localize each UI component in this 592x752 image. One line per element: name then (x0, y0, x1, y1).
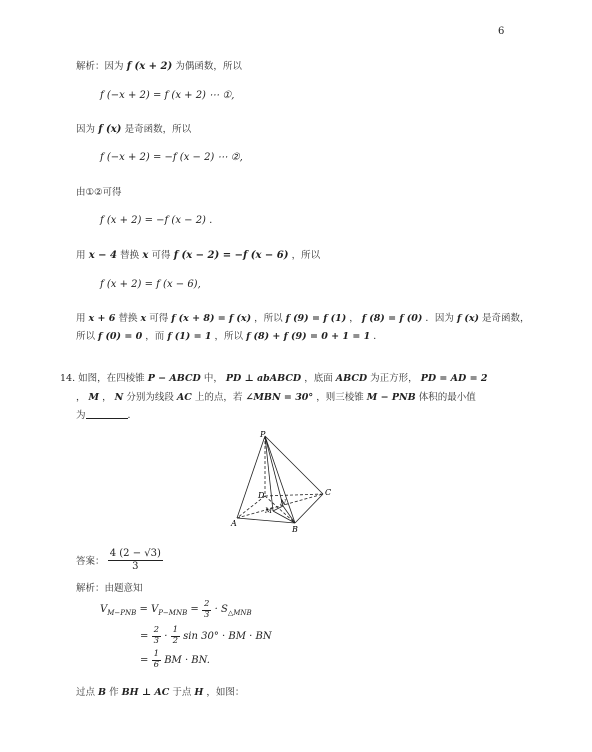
math: f (8) = f (0) (361, 313, 423, 324)
math: f (1) = 1 (167, 331, 212, 342)
text: ，则三棱锥 (316, 392, 364, 403)
text: 所以 (76, 331, 96, 342)
math: f (x − 2) = −f (x − 6) (173, 250, 289, 261)
text: 替换 (118, 313, 138, 324)
text: ， (349, 313, 359, 324)
numerator-coef: 4 (109, 548, 117, 559)
math: PD = AD = 2 (420, 373, 488, 384)
text: ． (127, 410, 138, 421)
edge-PC (265, 436, 323, 494)
text: △MNB (227, 608, 252, 617)
text: BM · BN. (164, 654, 210, 666)
problem-14-line-2 (76, 389, 476, 403)
text: ， (76, 392, 86, 403)
text: 用 (76, 313, 86, 324)
math: f (9) = f (1) (285, 313, 347, 324)
answer-fraction (108, 548, 163, 572)
text: M−PNB (107, 608, 137, 617)
analysis-line-5 (76, 310, 530, 324)
label-C: C (325, 488, 332, 497)
fraction-1-2: $\frac{1}{2}$ (172, 625, 178, 646)
analysis-line-6 (76, 328, 383, 342)
math: BH ⊥ AC (121, 687, 170, 698)
text: 体积的最小值 (418, 392, 476, 403)
answer-label: 答案： (76, 556, 105, 567)
text: 是奇函数， (482, 313, 530, 324)
text: = V (139, 603, 159, 615)
answer-blank[interactable] (86, 408, 128, 419)
text: 可得 (151, 250, 171, 261)
text: ，所以 (214, 331, 244, 342)
math: x − 4 (88, 250, 117, 261)
analysis-line-4 (76, 247, 320, 261)
analysis-line-1 (76, 58, 242, 72)
text: 是奇函数，所以 (124, 124, 192, 135)
edge-PA (237, 436, 265, 518)
text: 分别为线段 (126, 392, 174, 403)
text: 于点 (172, 687, 192, 698)
edge-DC (265, 494, 323, 496)
label-M: M (265, 507, 273, 515)
segment-BN (283, 506, 295, 523)
text: 为偶函数，所以 (175, 61, 242, 72)
math: f (x + 8) = f (x) (171, 313, 252, 324)
math: B (98, 687, 107, 698)
label-N: N (280, 499, 287, 507)
math: M (88, 392, 100, 403)
text: 因为 (76, 124, 96, 135)
text: · (164, 630, 168, 642)
math: M − PNB (366, 392, 416, 403)
text: ，所以 (291, 250, 321, 261)
math: x (140, 313, 147, 324)
analysis-14-last-line (76, 684, 244, 698)
math: f (x + 2) (126, 61, 173, 72)
label-D: D (258, 491, 265, 500)
text: 为 (76, 410, 86, 421)
text: 作 (109, 687, 119, 698)
text: 过点 (76, 687, 96, 698)
label-A: A (231, 519, 237, 528)
numerator-expr: (2 − √3) (119, 548, 161, 559)
text: sin 30° · BM · BN (183, 630, 272, 642)
answer (76, 548, 163, 572)
label-B: B (292, 525, 298, 534)
text: 为正方形， (370, 373, 418, 384)
math: ∠MBN = 30° (245, 392, 314, 403)
math: H (194, 687, 204, 698)
math: P − ABCD (147, 373, 201, 384)
text: 如图，在四棱锥 (78, 373, 145, 384)
math: N (114, 392, 124, 403)
volume-equation-row-2 (140, 626, 272, 647)
analysis-line-2 (76, 121, 191, 135)
equation-1: f (−x + 2) = f (x + 2) ⋯ ①, (100, 90, 235, 101)
problem-14-line-3 (76, 407, 137, 421)
math: ABCD (335, 373, 368, 384)
text: ，而 (145, 331, 165, 342)
edge-AB (237, 518, 295, 523)
fraction-2-3: $\frac{2}{3}$ (204, 599, 210, 620)
text: V (100, 603, 108, 615)
problem-14-line-1 (60, 370, 487, 384)
problem-number: 14. (60, 373, 76, 384)
volume-equation-row-3 (140, 650, 210, 671)
text: ，底面 (304, 373, 333, 384)
text: 用 (76, 250, 86, 261)
text: P−MNB (158, 608, 188, 617)
pyramid-figure (225, 428, 345, 536)
math: PD ⊥ abABCD (225, 373, 302, 384)
text: = (140, 630, 149, 642)
text: 解析：因为 (76, 61, 124, 72)
fraction-2-3: $\frac{2}{3}$ (153, 625, 159, 646)
label-P: P (260, 430, 266, 439)
text: 上的点，若 (194, 392, 243, 403)
text: 中， (203, 373, 223, 384)
text: 替换 (120, 250, 140, 261)
equation-3: f (x + 2) = −f (x − 2) . (100, 215, 213, 226)
volume-equation-row-1 (100, 600, 252, 621)
math: f (8) + f (9) = 0 + 1 = 1 (246, 331, 371, 342)
math: f (0) = 0 (98, 331, 143, 342)
text: ， (102, 392, 112, 403)
math: x (142, 250, 149, 261)
text: ，所以 (254, 313, 283, 324)
text: = (190, 603, 199, 615)
text: = (140, 654, 149, 666)
text: 可得 (149, 313, 169, 324)
math: AC (176, 392, 192, 403)
edge-BC (295, 494, 323, 523)
page-number: 6 (498, 26, 505, 37)
text: ． (373, 331, 383, 342)
analysis-14-label: 解析：由题意知 (76, 583, 143, 594)
equation-4: f (x + 2) = f (x − 6), (100, 279, 201, 290)
text: · S (214, 603, 228, 615)
text: ，如图： (206, 687, 245, 698)
math: f (x) (98, 124, 122, 135)
analysis-line-3: 由①②可得 (76, 187, 122, 198)
denominator: 3 (132, 560, 139, 572)
fraction-1-6: $\frac{1}{6}$ (153, 649, 159, 670)
math: f (x) (456, 313, 480, 324)
equation-2: f (−x + 2) = −f (x − 2) ⋯ ②, (100, 152, 243, 163)
text: ．因为 (425, 313, 454, 324)
math: x + 6 (88, 313, 116, 324)
